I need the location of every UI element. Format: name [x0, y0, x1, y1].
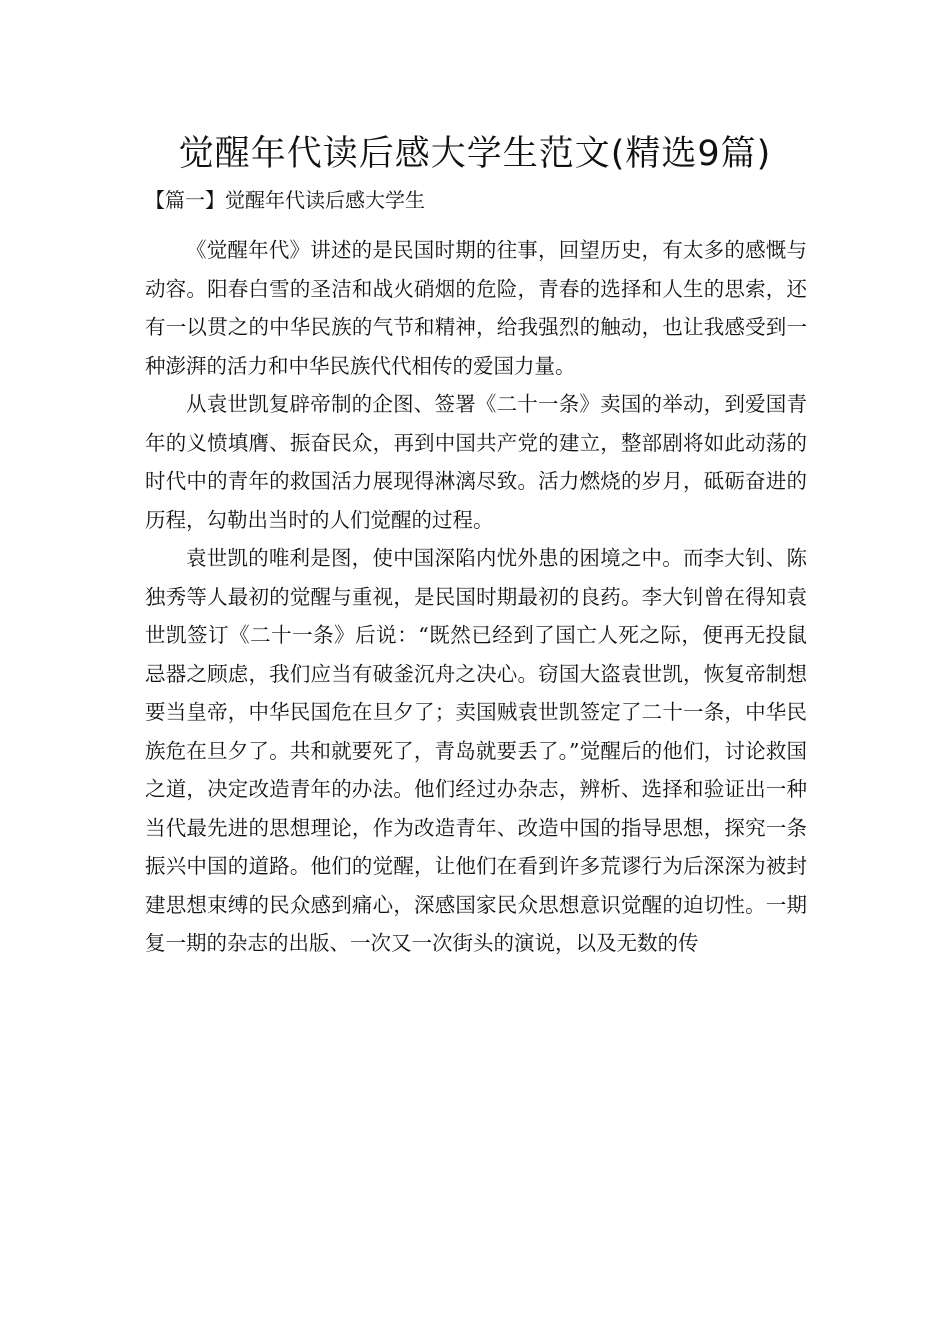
- paragraph-3: 袁世凯的唯利是图，使中国深陷内忧外患的困境之中。而李大钊、陈独秀等人最初的觉醒与重视，是民国时期最初的良药。李大钊曾在得知袁世凯签订《二十一条》后说：“既然已经到了国亡人死之际，便再无投鼠忌器之顾虑，我们应当有破釜沉舟之决心。窃国大盗袁世凯，恢复帝制想要当皇帝，中华民国危在旦夕了；卖国贼袁世凯签定了二十一条，中华民族危在旦夕了。共和就要死了，青岛就要丢了。”觉醒后的他们，讨论救国之道，决定改造青年的办法。他们经过办杂志，辨析、选择和验证出一种当代最先进的思想理论，作为改造青年、改造中国的指导思想，探究一条振兴中国的道路。他们的觉醒，让他们在看到许多荒谬行为后深深为被封建思想束缚的民众感到痛心，深感国家民众思想意识觉醒的迫切性。一期复一期的杂志的出版、一次又一次街头的演说，以及无数的传: [145, 546, 807, 955]
- paragraph-2: 从袁世凯复辟帝制的企图、签署《二十一条》卖国的举动，到爱国青年的义愤填膺、振奋民众，再到中国共产党的建立，整部剧将如此动荡的时代中的青年的救国活力展现得淋漓尽致。活力燃烧的岁月，砥砺奋进的历程，勾勒出当时的人们觉醒的过程。: [145, 392, 807, 532]
- paragraph-1: 《觉醒年代》讲述的是民国时期的往事，回望历史，有太多的感慨与动容。阳春白雪的圣洁和战火硝烟的危险，青春的选择和人生的思索，还有一以贯之的中华民族的气节和精神，给我强烈的触动，也让我感受到一种澎湃的活力和中华民族代代相传的爱国力量。: [145, 238, 807, 378]
- article-body: [145, 231, 807, 963]
- section-heading: 【篇一】觉醒年代读后感大学生: [145, 188, 425, 212]
- document-title: 觉醒年代读后感大学生范文(精选9篇): [178, 134, 772, 174]
